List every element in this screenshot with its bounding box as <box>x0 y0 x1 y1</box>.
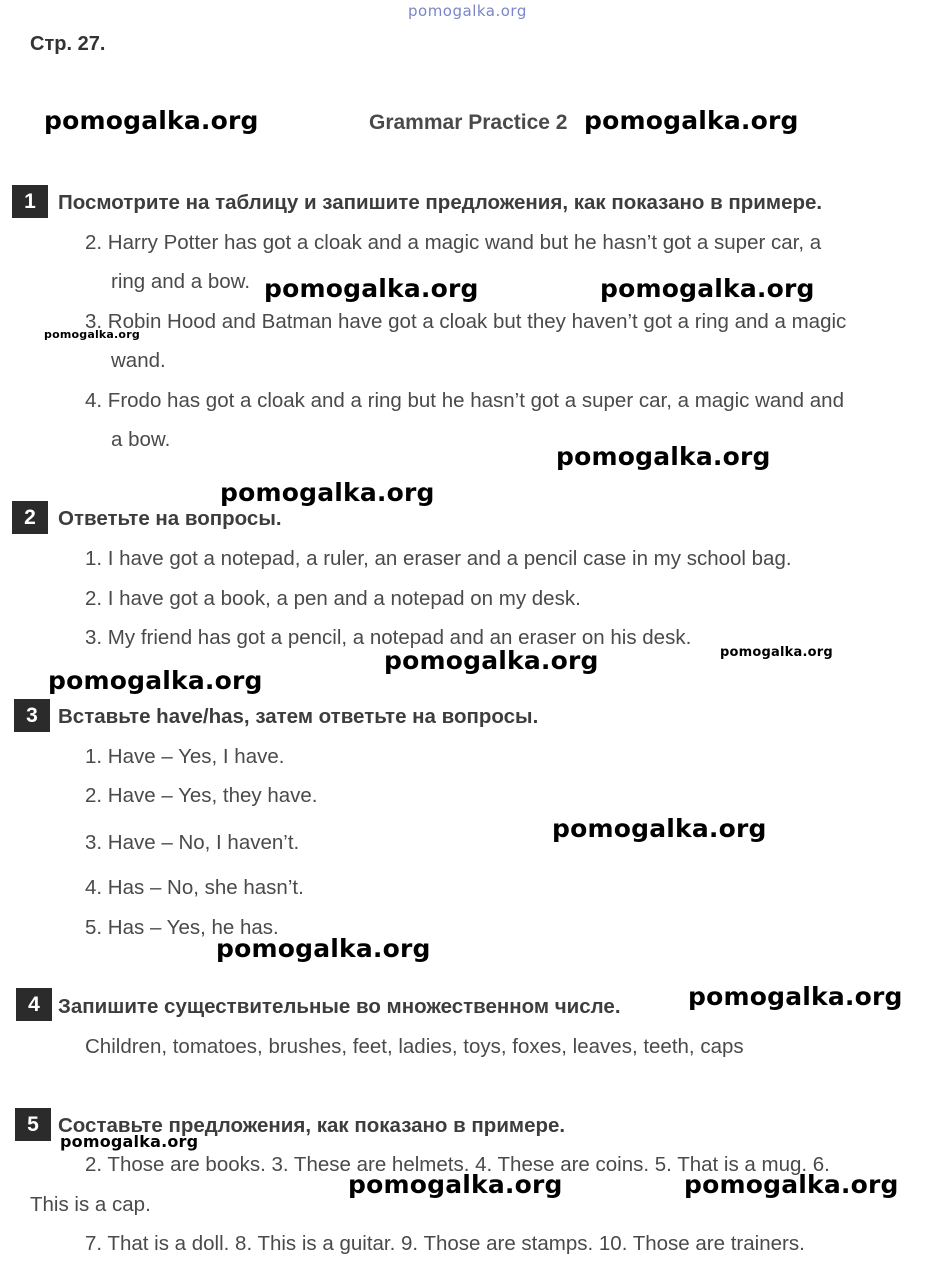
exercise-3-heading: Вставьте have/has, затем ответьте на вопросы. <box>58 705 539 728</box>
exercise-1-line: 4. Frodo has got a cloak and a ring but he hasn’t got a super car, a magic wand and <box>85 389 844 412</box>
exercise-5-heading: Составьте предложения, как показано в примере. <box>58 1114 566 1137</box>
watermark: pomogalka.org <box>384 646 599 675</box>
exercise-3-line: 2. Have – Yes, they have. <box>85 784 318 807</box>
watermark: pomogalka.org <box>44 106 259 135</box>
watermark: pomogalka.org <box>556 442 771 471</box>
page-title: Grammar Practice 2 <box>369 111 568 134</box>
exercise-4-line: Children, tomatoes, brushes, feet, ladies, toys, foxes, leaves, teeth, caps <box>85 1035 744 1058</box>
exercise-2-line: 1. I have got a notepad, a ruler, an eraser and a pencil case in my school bag. <box>85 547 792 570</box>
watermark: pomogalka.org <box>216 934 431 963</box>
exercise-4-heading: Запишите существительные во множественном числе. <box>58 995 621 1018</box>
watermark: pomogalka.org <box>44 328 140 341</box>
watermark: pomogalka.org <box>348 1170 563 1199</box>
exercise-3-line: 1. Have – Yes, I have. <box>85 745 285 768</box>
watermark: pomogalka.org <box>600 274 815 303</box>
exercise-1-number: 1 <box>12 185 48 218</box>
exercise-3-line: 5. Has – Yes, he has. <box>85 916 279 939</box>
exercise-2-line: 2. I have got a book, a pen and a notepad on my desk. <box>85 587 581 610</box>
exercise-3-number: 3 <box>14 699 50 732</box>
exercise-5-line: This is a cap. <box>30 1193 151 1216</box>
exercise-2-line: 3. My friend has got a pencil, a notepad and an eraser on his desk. <box>85 626 692 649</box>
watermark: pomogalka.org <box>60 1132 199 1151</box>
exercise-1-line: 3. Robin Hood and Batman have got a cloak but they haven’t got a ring and a magic <box>85 310 847 333</box>
watermark: pomogalka.org <box>552 814 767 843</box>
exercise-5-number: 5 <box>15 1108 51 1141</box>
exercise-1-line: a bow. <box>111 428 171 451</box>
exercise-2-heading: Ответьте на вопросы. <box>58 507 282 530</box>
exercise-1-line: ring and a bow. <box>111 270 251 293</box>
exercise-4-number: 4 <box>16 988 52 1021</box>
watermark: pomogalka.org <box>684 1170 899 1199</box>
exercise-3-line: 4. Has – No, she hasn’t. <box>85 876 304 899</box>
page-label: Стр. 27. <box>30 33 106 55</box>
exercise-2-number: 2 <box>12 501 48 534</box>
exercise-5-line: 7. That is a doll. 8. This is a guitar. 9. Those are stamps. 10. Those are trainers. <box>85 1232 805 1255</box>
exercise-1-line: 2. Harry Potter has got a cloak and a magic wand but he hasn’t got a super car, a <box>85 231 822 254</box>
exercise-3-line: 3. Have – No, I haven’t. <box>85 831 300 854</box>
watermark: pomogalka.org <box>584 106 799 135</box>
watermark: pomogalka.org <box>220 478 435 507</box>
exercise-1-line: wand. <box>111 349 166 372</box>
watermark: pomogalka.org <box>720 645 833 660</box>
watermark: pomogalka.org <box>688 982 903 1011</box>
exercise-5-line: 2. Those are books. 3. These are helmets. 4. These are coins. 5. That is a mug. 6. <box>85 1153 830 1176</box>
watermark-top: pomogalka.org <box>408 2 527 20</box>
exercise-1-heading: Посмотрите на таблицу и запишите предложения, как показано в примере. <box>58 191 823 214</box>
watermark: pomogalka.org <box>48 666 263 695</box>
watermark: pomogalka.org <box>264 274 479 303</box>
